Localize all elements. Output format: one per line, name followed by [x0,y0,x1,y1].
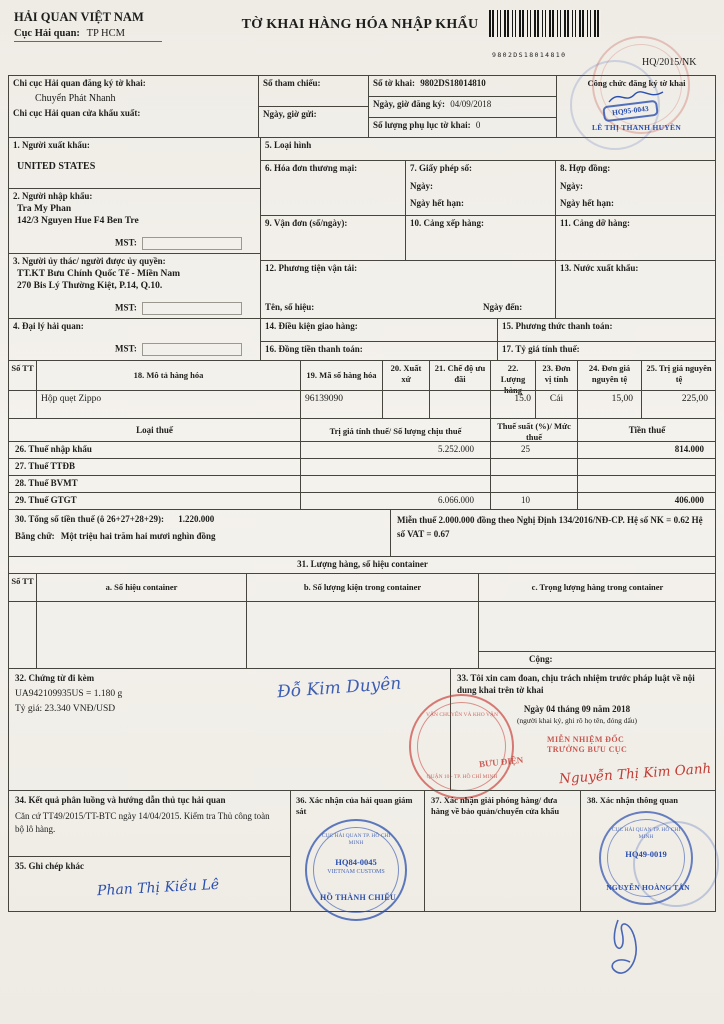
ref-no-cell [258,75,368,106]
box-6-invoice [260,160,405,215]
amount-in-words-value: Một triệu hai trăm hai mươi nghìn đồng [60,530,216,541]
tax-header-type: Loại thuế [8,418,300,441]
clerk-signature: Đỗ Kim Duyên [276,673,402,703]
send-time-cell [258,106,368,137]
reg-office-label: Chi cục Hải quan đăng ký tờ khai: [13,78,146,88]
registration-date-cell [368,96,556,117]
declaration-note-line: (người khai ký, ghi rõ họ tên, đóng dấu) [516,716,638,726]
registration-date-label: Ngày, giờ đăng ký: [373,99,445,109]
trustee-address: 270 Bis Lý Thường Kiệt, P.14, Q.10. [17,281,163,292]
box-9-bill-of-lading [260,215,405,260]
supervision-officer-name: HỒ THÀNH CHIẾU [319,893,397,902]
tax-row-name: 29. Thuế GTGT [8,492,300,509]
declarant-signature: Nguyễn Thị Kim Oanh [558,760,712,788]
box-11-label: 11. Cảng dỡ hàng: [560,218,631,228]
clearance-stamp-code: HQ49-0019 [625,849,667,859]
mst-empty-box [142,343,242,356]
box-12-arrival-label: Ngày đến: [483,302,523,313]
box-35-other-notes [8,856,290,912]
container-body-c [478,601,716,651]
agent-mst-row [115,343,242,356]
goods-row-origin [382,390,429,418]
mst-label: MST: [115,237,137,248]
box-11-discharge-port [555,215,716,260]
form-code: HQ/2015/NK [642,57,697,68]
box-5-type [260,137,716,160]
registering-officer-label: Công chức đăng ký tờ khai [587,78,686,88]
container-body-b [246,601,478,668]
goods-row-preference [429,390,490,418]
box-35-label: 35. Ghi chép khác [15,861,85,871]
container-body-a [36,601,246,668]
box-8-date-label: Ngày: [560,180,583,191]
clearance-officer-name: NGUYỄN HOÀNG TÂN [606,883,690,892]
officer-note-signature: Phan Thị Kiều Lê [96,876,220,900]
box-37-label: 37. Xác nhận giải phóng hàng/ đưa hàng về bảo quản/chuyển cửa khẩu [431,795,560,817]
tracking-number-line: UA942109935US = 1.180 g [15,688,123,699]
registering-officer-cell [556,75,716,137]
tax-row-rate: 10 [490,492,577,509]
company-stamp-center: BƯU ĐIỆN [478,754,524,770]
goods-row-unit: Cái [535,390,577,418]
box-8-contract [555,160,716,215]
goods-header-stt: Số TT [8,360,36,390]
supervision-stamp-code: HQ84-0045 [335,857,377,867]
goods-header-origin: 20. Xuất xứ [382,360,429,390]
box-3-label: 3. Người ủy thác/ người được ủy quyền: [13,256,166,266]
container-total-cell: Cộng: [478,651,716,668]
tax-row-rate [490,458,577,475]
box-7-license [405,160,555,215]
registration-date-value: 04/09/2018 [450,99,492,109]
box-10-loading-port [405,215,555,260]
officer-stamp-code: HQ95-0043 [602,100,658,122]
tax-row-base: 5.252.000 [300,441,490,458]
box-31-title: 31. Lượng hàng, số hiệu container [8,556,716,573]
container-header-stt: Số TT [8,573,36,601]
container-header-c: c. Trọng lượng hàng trong container [478,573,716,601]
barcode [489,10,601,37]
box-8-label: 8. Hợp đồng: [560,163,611,173]
box-17-label: 17. Tỷ giá tính thuế: [502,344,580,354]
exit-office-label: Chi cục Hải quan cửa khẩu xuất: [13,107,141,118]
box-8-expiry-label: Ngày hết hạn: [560,198,615,209]
goods-row-unit-price: 15,00 [577,390,641,418]
box-14-label: 14. Điều kiện giao hàng: [265,321,358,331]
appendix-count-value: 0 [475,120,481,130]
barcode-number: 9802DS18014810 [492,51,567,59]
box-6-label: 6. Hóa đơn thương mại: [265,163,358,173]
tax-row-name: 27. Thuế TTĐB [8,458,300,475]
form-title: TỜ KHAI HÀNG HÓA NHẬP KHẨU [241,17,479,32]
box-33-label: 33. Tôi xin cam đoan, chịu trách nhiệm trước pháp luật về nội dung khai trên tờ khai [457,673,695,695]
goods-header-unit-price: 24. Đơn giá nguyên tệ [577,360,641,390]
exchange-rate-line: Tỷ giá: 23.340 VNĐ/USD [15,704,116,715]
tax-row-base: 6.066.000 [300,492,490,509]
box-12-transport [260,260,555,318]
company-stamp-title-1: MIỄN NHIỆM ĐỐC [547,735,625,744]
box-5-label: 5. Loại hình [265,140,312,150]
company-stamp-title-2: TRƯỞNG BƯU CỤC [547,745,628,754]
dept-line [14,28,162,42]
box-38-label: 38. Xác nhận thông quan [587,795,678,805]
goods-header-value: 25. Trị giá nguyên tệ [641,360,716,390]
supervision-stamp-subtext: VIETNAM CUSTOMS [327,869,385,875]
box-30-total-tax [8,509,390,556]
box-15-label: 15. Phương thức thanh toán: [502,321,613,331]
trustee-mst-row [115,302,242,315]
box-2-label: 2. Người nhập khẩu: [13,191,93,201]
clearance-stamp-ring-text: CỤC HẢI QUAN TP. HỒ CHÍ MINH [611,827,681,840]
declaration-no-label: Số tờ khai: [373,78,415,88]
tax-row-name: 28. Thuế BVMT [8,475,300,492]
box-30-label: 30. Tổng số tiền thuế (ô 26+27+28+29): [15,514,164,524]
goods-header-preference: 21. Chế độ ưu đãi [429,360,490,390]
box-17-exchange-rate [497,341,716,360]
tax-row-amount [577,458,716,475]
importer-address: 142/3 Nguyen Hue F4 Ben Tre [17,216,139,227]
goods-row-description: Hộp quẹt Zippo [36,390,300,418]
box-34-label: 34. Kết quả phân luồng và hướng dẫn thủ tục hải quan [15,795,226,805]
box-37-release [424,790,580,912]
box-7-date-label: Ngày: [410,180,433,191]
declaration-no-value: 9802DS18014810 [420,78,486,88]
mst-label: MST: [115,343,137,354]
goods-header-description: 18. Mô tả hàng hóa [36,360,300,390]
box-2-importer [8,188,260,253]
amount-in-words-label: Bằng chữ: [15,530,55,541]
goods-header-hs-code: 19. Mã số hàng hóa [300,360,382,390]
box-38-clearance [580,790,716,912]
red-stamp-ring-bottom-text: QUẬN 10 - TP. HỒ CHÍ MINH [426,774,498,780]
box-7-expiry-label: Ngày hết hạn: [410,198,465,209]
declaration-no-cell [368,75,556,96]
box-36-label: 36. Xác nhận của hải quan giám sát [296,795,413,817]
tax-exemption-note: Miễn thuế 2.000.000 đồng theo Nghị Định 134/2016/NĐ-CP. Hệ số NK = 0.62 Hệ số VAT = 0.67 [397,515,703,539]
box-33-commitment [426,668,716,790]
tax-row-base [300,475,490,492]
tax-header-rate: Thuế suất (%)/ Mức thuế [490,418,577,441]
box-1-label: 1. Người xuất khẩu: [13,140,90,150]
send-time-label: Ngày, giờ gửi: [263,109,317,119]
box-15-payment-method [497,318,716,341]
box-1-exporter [8,137,260,188]
box-4-customs-agent [8,318,260,360]
box-12-label: 12. Phương tiện vận tải: [265,263,358,273]
box-16-label: 16. Đồng tiền thanh toán: [265,344,363,354]
box-14-delivery-terms [260,318,497,341]
tax-row-name: 26. Thuế nhập khẩu [8,441,300,458]
box-7-label: 7. Giấy phép số: [410,163,473,173]
box-34-routing-result [8,790,290,856]
box-4-label: 4. Đại lý hải quan: [13,321,84,331]
mst-empty-box [142,302,242,315]
declaration-date-line: Ngày 04 tháng 09 năm 2018 [523,704,631,715]
tax-exemption-note-cell [390,509,716,556]
tax-row-base [300,458,490,475]
red-stamp-ring-top-text: VẬN CHUYỂN VÀ KHO VẬN [426,712,498,718]
box-12-vehicle-label: Tên, số hiệu: [265,302,315,313]
appendix-count-label: Số lượng phụ lục tờ khai: [373,120,471,130]
box-13-export-country [555,260,716,318]
box-9-label: 9. Vận đơn (số/ngày): [265,218,348,228]
tax-row-rate: 25 [490,441,577,458]
box-16-currency [260,341,497,360]
box-13-label: 13. Nước xuất khẩu: [560,263,639,273]
tax-header-base: Trị giá tính thuế/ Số lượng chịu thuế [300,418,490,441]
container-header-b: b. Số lượng kiện trong container [246,573,478,601]
tax-row-amount [577,475,716,492]
tax-header-amount: Tiền thuế [577,418,716,441]
box-10-label: 10. Cảng xếp hàng: [410,218,485,228]
goods-header-unit: 23. Đơn vị tính [535,360,577,390]
container-header-a: a. Số hiệu container [36,573,246,601]
goods-row-hs-code: 96139090 [300,390,382,418]
reg-office-value: Chuyển Phát Nhanh [35,92,116,104]
mst-label: MST: [115,302,137,313]
pen-scribble [588,912,668,992]
total-tax-line [15,514,384,526]
box-3-trustee [8,253,260,318]
tax-row-amount: 406.000 [577,492,716,509]
appendix-count-cell [368,117,556,137]
box-32-attached-docs [8,668,450,790]
tax-row-rate [490,475,577,492]
container-body-stt [8,601,36,668]
dept-label: Cục Hải quan: [14,28,80,39]
goods-row-value: 225,00 [641,390,716,418]
officer-name-stamp: LÊ THỊ THANH HUYỀN [591,123,682,132]
trustee-name: TT.KT Bưu Chính Quốc Tế - Miền Nam [17,268,181,279]
importer-mst-row [115,237,242,250]
box-32-label: 32. Chứng từ đi kèm [15,673,95,683]
box-36-supervision [290,790,424,912]
goods-row-stt [8,390,36,418]
goods-row-quantity: 15.0 [490,390,535,418]
exporter-value: UNITED STATES [17,160,96,172]
ref-no-label: Số tham chiếu: [263,78,321,88]
mst-empty-box [142,237,242,250]
reg-office-cell [8,75,258,137]
importer-name: Tra My Phan [17,203,72,214]
dept-value: TP HCM [86,28,125,39]
total-tax-value: 1.220.000 [178,514,215,524]
goods-header-quantity: 22. Lượng hàng [490,360,535,390]
org-name: HẢI QUAN VIỆT NAM [14,10,144,24]
tax-row-amount: 814.000 [577,441,716,458]
box-34-text: Căn cứ TT49/2015/TT-BTC ngày 14/04/2015. Kiểm tra Thủ công toàn bộ lô hàng. [15,810,270,834]
supervision-stamp-ring-text: CỤC HẢI QUAN TP. HỒ CHÍ MINH [321,833,391,846]
